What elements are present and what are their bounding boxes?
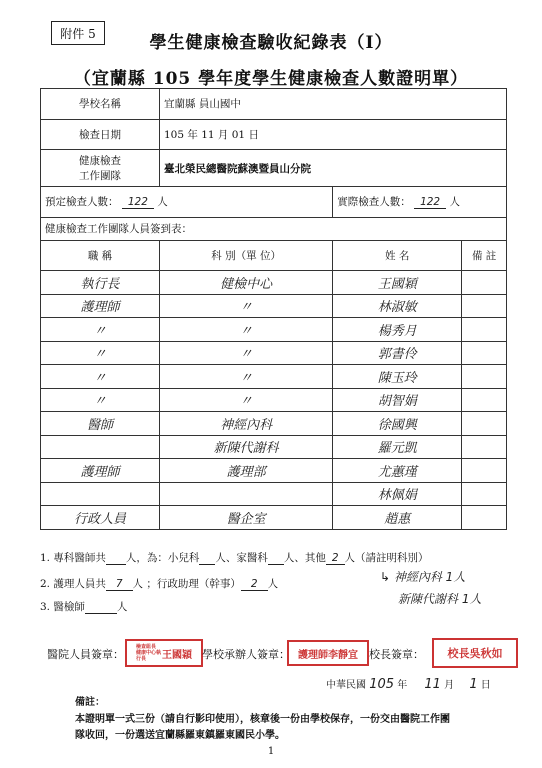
signin-title: 護理師 (41, 294, 160, 318)
signin-title (41, 482, 160, 506)
signin-name: 羅元凱 (333, 435, 462, 459)
date-value: 105 年 11 月 01 日 (160, 119, 507, 150)
signin-dept: 〃 (160, 388, 333, 412)
note3-blank (85, 601, 117, 614)
principal-sign-label: 校長簽章： (369, 648, 424, 661)
principal-stamp: 校長吳秋如 (432, 638, 518, 668)
actual-unit: 人 (449, 196, 460, 209)
page-number: 1 (267, 746, 275, 757)
signin-note (462, 341, 507, 365)
signin-name: 王國穎 (333, 271, 462, 295)
signin-title: 執行長 (41, 271, 160, 295)
team-label-line2: 工作團隊 (79, 170, 121, 182)
signin-title: 〃 (41, 365, 160, 389)
signin-name: 陳玉玲 (333, 365, 462, 389)
hospital-stamp (125, 639, 203, 667)
remarks-text-2: 隊收回，一份選送宜蘭縣羅東鎮羅東國民小學。 (75, 730, 285, 741)
note1-text-c: 人、家醫科 (215, 552, 268, 564)
hospital-stamp-name: 王國穎 (162, 649, 192, 661)
signin-dept: 護理部 (160, 459, 333, 483)
signin-row (41, 435, 507, 459)
signin-dept: 新陳代謝科 (160, 435, 333, 459)
signin-row (41, 482, 507, 506)
school-sign-label: 學校承辦人簽章： (202, 648, 290, 661)
signin-title: 〃 (41, 341, 160, 365)
signin-row (41, 271, 507, 295)
planned-value: 122 (122, 196, 154, 209)
signin-name: 林佩娟 (333, 482, 462, 506)
signin-name: 林淑敏 (333, 294, 462, 318)
school-stamp: 護理師李靜宜 (287, 640, 369, 666)
signin-note (462, 388, 507, 412)
signin-dept: 〃 (160, 365, 333, 389)
team-label-line1: 健康檢查 (79, 155, 121, 167)
signin-dept: 〃 (160, 318, 333, 342)
signin-row (41, 365, 507, 389)
signin-note (462, 365, 507, 389)
signin-note (462, 482, 507, 506)
signin-title: 〃 (41, 318, 160, 342)
signin-dept: 〃 (160, 341, 333, 365)
signin-note (462, 412, 507, 436)
date-prefix: 中華民國 (326, 680, 366, 691)
hospital-sign-label: 醫院人員簽章： (47, 648, 124, 661)
signin-row (41, 294, 507, 318)
col-dept-header: 科 別（單 位） (160, 240, 333, 271)
signin-name: 楊秀月 (333, 318, 462, 342)
signin-row (41, 412, 507, 436)
annex-label: 附件 5 (51, 21, 105, 45)
signin-dept (160, 482, 333, 506)
signin-note (462, 459, 507, 483)
signin-title (41, 435, 160, 459)
note-line-2 (40, 576, 278, 591)
hospital-stamp-small: 檢查組長 健康中心執行長 (136, 644, 162, 662)
note1-blank2 (199, 552, 215, 565)
signin-row (41, 341, 507, 365)
planned-unit: 人 (157, 196, 168, 209)
signin-title: 行政人員 (41, 506, 160, 530)
signin-dept: 醫企室 (160, 506, 333, 530)
school-value: 宜蘭縣 員山國中 (160, 89, 507, 120)
date-day: 1 (469, 677, 478, 692)
signin-note (462, 435, 507, 459)
date-day-unit: 日 (480, 680, 491, 691)
signin-note (462, 506, 507, 530)
signin-name: 徐國興 (333, 412, 462, 436)
planned-label: 預定檢查人數： (45, 196, 119, 209)
signin-dept: 〃 (160, 294, 333, 318)
note-line-1 (40, 550, 429, 565)
note1-blank1 (106, 552, 126, 565)
note2-text-c: 人 (267, 578, 279, 590)
signin-title: 〃 (41, 388, 160, 412)
signin-dept: 神經內科 (160, 412, 333, 436)
note3-text-a: 3. 醫檢師 (40, 601, 85, 613)
note2-nurse-count: 7 (106, 578, 133, 591)
actual-count-cell (333, 187, 507, 218)
remarks-heading: 備註： (75, 697, 105, 708)
note1-handwritten-1: ↳ 神經內科 1人 (380, 570, 466, 584)
school-label: 學校名稱 (41, 89, 160, 120)
signin-row (41, 388, 507, 412)
note1-other-value: 2 (326, 552, 345, 565)
note1-blank3 (268, 552, 284, 565)
date-year: 105 (369, 677, 395, 692)
planned-count-cell (41, 187, 333, 218)
signin-label: 健康檢查工作團隊人員簽到表： (41, 217, 507, 240)
signin-title: 護理師 (41, 459, 160, 483)
note1-text-e: 人（請註明科別） (344, 552, 429, 564)
note2-text-b: 人 ；行政助理（幹事） (132, 578, 241, 590)
note1-text-b: 人，為：小兒科 (125, 552, 200, 564)
note1-handwritten-2: 新陳代謝科 1人 (398, 592, 482, 606)
form-title: 學生健康檢查驗收紀錄表（I） (149, 33, 393, 53)
signin-row (41, 506, 507, 530)
col-note-header: 備 註 (462, 240, 507, 271)
note2-text-a: 2. 護理人員共 (40, 578, 106, 590)
signin-note (462, 294, 507, 318)
date-line (326, 676, 491, 692)
signin-name: 胡智娟 (333, 388, 462, 412)
signin-title: 醫師 (41, 412, 160, 436)
date-year-unit: 年 (397, 680, 408, 691)
note1-text-d: 人、其他 (283, 552, 326, 564)
actual-label: 實際檢查人數： (337, 196, 411, 209)
note1-text-a: 1. 專科醫師共 (40, 552, 106, 564)
note-line-3 (40, 599, 127, 614)
team-value: 臺北榮民總醫院蘇澳暨員山分院 (160, 150, 507, 187)
form-subtitle: （宜蘭縣 105 學年度學生健康檢查人數證明單） (73, 69, 469, 89)
health-check-form (40, 88, 507, 530)
date-label: 檢查日期 (41, 119, 160, 150)
signin-note (462, 271, 507, 295)
signin-row (41, 318, 507, 342)
signin-note (462, 318, 507, 342)
actual-value: 122 (414, 196, 446, 209)
signin-row (41, 459, 507, 483)
team-label (41, 150, 160, 187)
note3-text-b: 人 (116, 601, 128, 613)
note2-assistant-count: 2 (241, 578, 268, 591)
signin-name: 郭書伶 (333, 341, 462, 365)
signin-name: 趙惠 (333, 506, 462, 530)
col-name-header: 姓 名 (333, 240, 462, 271)
col-title-header: 職 稱 (41, 240, 160, 271)
date-month-unit: 月 (444, 680, 455, 691)
remarks-text-1: 本證明單一式三份（請自行影印使用），核章後一份由學校保存，一份交由醫院工作團 (75, 714, 450, 725)
date-month: 11 (424, 677, 441, 692)
signin-dept: 健檢中心 (160, 271, 333, 295)
signin-name: 尤蕙瑾 (333, 459, 462, 483)
